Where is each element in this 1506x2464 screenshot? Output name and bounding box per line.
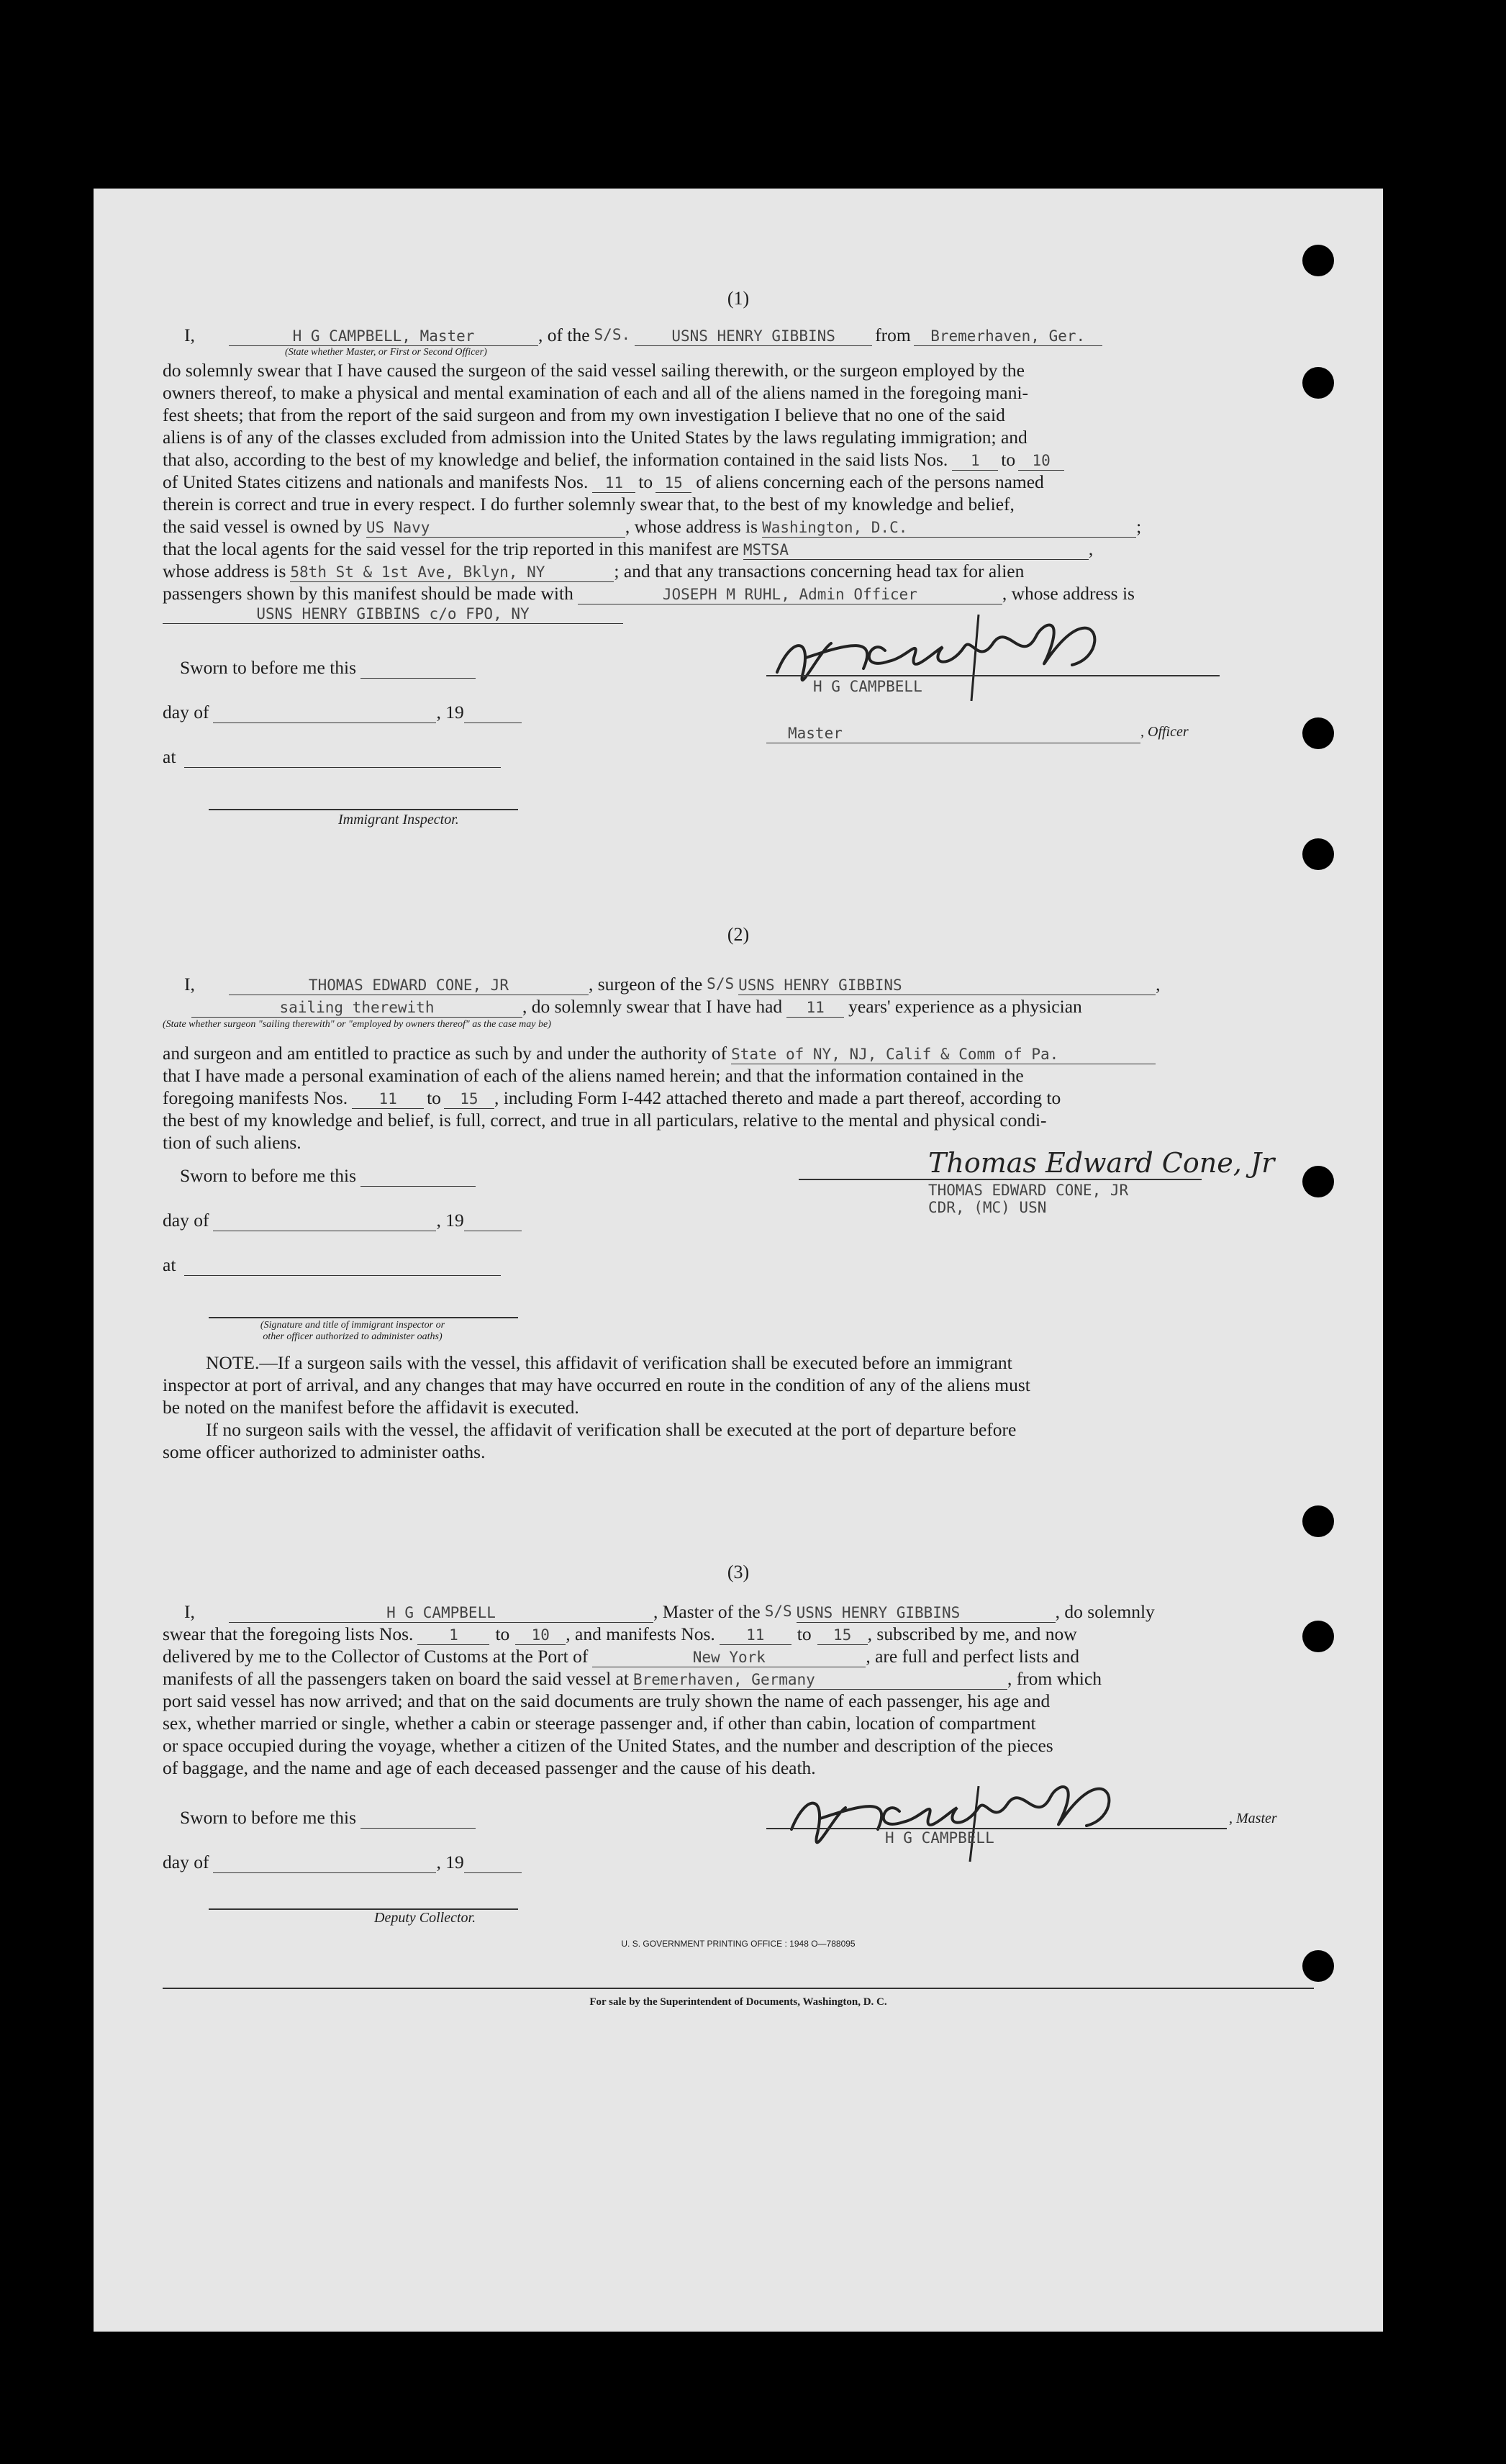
oath-line: that I have made a personal examination of each of the aliens named herein; and that the information contained in the [163, 1065, 1024, 1086]
day-blank [213, 1216, 436, 1231]
oath-line: or space occupied during the voyage, whether a citizen of the United States, and the number and description of the pieces [163, 1735, 1053, 1756]
print-office: U. S. GOVERNMENT PRINTING OFFICE : 1948 O—788095 [621, 1939, 856, 1949]
officer-line [766, 721, 1189, 743]
note-block [163, 1351, 1314, 1463]
section1-oath: I, H G CAMPBELL, Master , of the S/S. USNS HENRY GIBBINS from Bremerhaven, Ger. (State whether Master, or First or Second Officer) do solemnly swear that I have caused the surgeon of the said vessel sailing therewith, or the surgeon employed by the owners thereof, to make a physical and mental examination of each and all of the aliens named in the foregoing mani- fest sheets; that from the report of the said surgeon and from my own investigation I believe that no one of the said aliens is of any of the classes excluded from admission into the United States by the laws regulating immigration; and that also, according to the best of my knowledge and belief, the information contained in the said lists Nos. 1 to 10 of United States citizens and nationals and manifests Nos. 11 to 15 of aliens concerning each of the persons named therein is correct and true in every respect. I do further solemnly swear that, to the best of my knowledge and belief, the said vessel is owned by US Navy , whose address is Washington, D.C. ; that the local agents for the said vessel for the trip reported in this manifest are MSTSA , whose address is 58th St & 1st Ave, Bklyn, NY ; and that any transactions concerning head tax for alien passengers shown by this manifest should be made with JOSEPH M RUHL, Admin Officer , whose address is USNS HENRY GIBBINS c/o FPO, NY [163, 324, 1314, 624]
oath-line: of United States citizens and nationals and manifests Nos. [163, 471, 589, 492]
ship-name-field: USNS HENRY GIBBINS [738, 976, 1156, 995]
oath-line: swear that the foregoing lists Nos. [163, 1623, 414, 1644]
authority-field: State of NY, NJ, Calif & Comm of Pa. [731, 1045, 1156, 1064]
surgeon-signature: Thomas Edward Cone, Jr [928, 1147, 1275, 1179]
oath-line: manifests of all the passengers taken on board the said vessel at [163, 1668, 629, 1689]
signature-note-line: other officer authorized to administer oaths) [263, 1331, 443, 1342]
passengers-label: passengers shown by this manifest should be made with [163, 583, 573, 604]
ship-prefix: S/S [764, 1603, 792, 1620]
day-of-label: day of [163, 1210, 209, 1231]
from-port-field: Bremerhaven, Ger. [914, 327, 1102, 346]
section3-oath [163, 1600, 1314, 1779]
punch-hole [1302, 1950, 1334, 1982]
day-of-label: day of [163, 702, 209, 723]
experience-label: years' experience as a physician [848, 996, 1082, 1017]
i-label: I, [184, 1601, 195, 1622]
master-typed-name: H G CAMPBELL [813, 678, 922, 695]
oath-line: sex, whether married or single, whether a cabin or steerage passenger and, if other than cabin, location of compartment [163, 1713, 1036, 1734]
day-line [163, 1851, 522, 1873]
oath-line: of baggage, and the name and age of each deceased passenger and the cause of his death. [163, 1757, 816, 1778]
sworn-label: Sworn to before me this [180, 1807, 357, 1828]
manifests-to-field: 15 [817, 1626, 868, 1645]
master-signature-line [766, 1828, 1227, 1829]
ship-prefix: S/S. [594, 326, 631, 343]
sworn-line [180, 656, 476, 679]
inspector-signature-line [209, 809, 518, 810]
to-label: to [495, 1623, 510, 1644]
signature-note-line: (Signature and title of immigrant inspector or [260, 1320, 445, 1331]
oath-line: port said vessel has now arrived; and that on the said documents are truly shown the name of each passenger, his age and [163, 1690, 1051, 1711]
punch-hole [1302, 1505, 1334, 1537]
lists-to-field: 10 [515, 1626, 566, 1645]
year-blank [464, 708, 522, 723]
punch-hole [1302, 245, 1334, 276]
note-line: inspector at port of arrival, and any changes that may have occurred en route in the condition of any of the aliens must [163, 1374, 1030, 1395]
signature-note [223, 1320, 482, 1343]
section2-oath: I, THOMAS EDWARD CONE, JR , surgeon of the S/S USNS HENRY GIBBINS , sailing therewith , do solemnly swear that I have had 11 years' experience as a physician (State whether surgeon "sailing therewith" or "employed by owners thereof" as the case may be) and surgeon and am entitled to practice as such by and under the authority of State of NY, NJ, Calif & Comm of Pa. that I have made a personal examination of each of the aliens named herein; and that the information contained in the foregoing manifests Nos. 11 to 15 , including Form I-442 attached thereto and made a part thereof, according to the best of my knowledge and belief, is full, correct, and true in all particulars, relative to the mental and physical condi- tion of such aliens. [163, 973, 1314, 1154]
i-label: I, [184, 325, 195, 345]
sworn-label: Sworn to before me this [180, 1165, 357, 1186]
owned-by-label: the said vessel is owned by [163, 516, 362, 537]
contact-field: JOSEPH M RUHL, Admin Officer [578, 585, 1002, 604]
year-blank [464, 1858, 522, 1873]
officer-label: , Officer [1140, 724, 1189, 740]
section-number: (1) [727, 288, 750, 309]
sworn-blank [360, 1813, 476, 1829]
master-name-field: H G CAMPBELL [229, 1603, 653, 1623]
ship-name-field: USNS HENRY GIBBINS [797, 1603, 1056, 1623]
surgeon-name-field: THOMAS EDWARD CONE, JR [229, 976, 589, 995]
day-line [163, 701, 522, 723]
master-of-label: , Master of the [653, 1601, 761, 1622]
note-line: If no surgeon sails with the vessel, the affidavit of verification shall be executed at the port of departure before [206, 1419, 1017, 1440]
sworn-line [180, 1164, 476, 1187]
note-line: be noted on the manifest before the affidavit is executed. [163, 1397, 579, 1418]
oath-line: of aliens concerning each of the persons named [696, 471, 1044, 492]
sworn-blank [360, 1172, 476, 1187]
manifests-from-field: 11 [592, 474, 635, 493]
manifests-from-field: 11 [720, 1626, 791, 1645]
oath-line: , are full and perfect lists and [866, 1646, 1080, 1667]
master-signature [777, 1779, 1151, 1865]
ship-prefix: S/S [707, 975, 735, 992]
day-of-label: day of [163, 1852, 209, 1872]
surgeon-signature-line [799, 1179, 1202, 1180]
sworn-label: Sworn to before me this [180, 657, 357, 678]
to-label: to [427, 1087, 441, 1108]
whose-address-label: , whose address is [625, 516, 758, 537]
surgeon-note: (State whether surgeon "sailing therewith" or "employed by owners thereof" as the case may be) [163, 1019, 551, 1030]
boarded-at-field: Bremerhaven, Germany [633, 1670, 1007, 1690]
of-the-label: , of the [538, 325, 590, 345]
manifests-from-field: 11 [352, 1090, 424, 1109]
oath-line: that also, according to the best of my knowledge and belief, the information contained in the said lists Nos. [163, 449, 948, 470]
ship-name-field: USNS HENRY GIBBINS [635, 327, 872, 346]
oath-line: therein is correct and true in every respect. I do further solemnly swear that, to the best of my knowledge and belief, [163, 494, 1015, 515]
footer-rule [163, 1988, 1314, 1989]
manifests-to-field: 15 [444, 1090, 494, 1109]
surgeon-typed-name: THOMAS EDWARD CONE, JR [928, 1182, 1129, 1199]
punch-hole [1302, 838, 1334, 870]
to-label: to [1001, 449, 1016, 470]
officer-signature-line [209, 1317, 518, 1318]
swear-label: , do solemnly [1055, 1601, 1155, 1622]
sale-notice: For sale by the Superintendent of Documents, Washington, D. C. [589, 1996, 887, 2008]
at-label: at [163, 1254, 176, 1275]
contact-address-field: USNS HENRY GIBBINS c/o FPO, NY [163, 604, 623, 624]
section-number: (3) [727, 1562, 750, 1582]
oath-line: , and manifests Nos. [566, 1623, 715, 1644]
year-label: , 19 [436, 702, 464, 723]
sailing-field: sailing therewith [191, 998, 522, 1018]
agent-address-label: whose address is [163, 561, 286, 581]
agents-label: that the local agents for the said vessel for the trip reported in this manifest are [163, 538, 739, 559]
day-line [163, 1209, 522, 1231]
oath-line: fest sheets; that from the report of the said surgeon and from my own investigation I believe that no one of the said [163, 404, 1005, 425]
year-label: , 19 [436, 1210, 464, 1231]
note-line: some officer authorized to administer oaths. [163, 1441, 486, 1462]
port-field: New York [592, 1648, 866, 1667]
section-number: (2) [727, 924, 750, 945]
oath-line: , from which [1007, 1668, 1102, 1689]
at-blank [184, 1261, 501, 1276]
to-label: to [638, 471, 653, 492]
to-label: to [797, 1623, 812, 1644]
at-blank [184, 753, 501, 768]
oath-line: and surgeon and am entitled to practice as such by and under the authority of [163, 1043, 727, 1064]
state-note: (State whether Master, or First or Second Officer) [285, 347, 487, 358]
day-blank [213, 1858, 436, 1873]
oath-line: foregoing manifests Nos. [163, 1087, 348, 1108]
swear-label: , do solemnly swear that I have had [522, 996, 783, 1017]
manifest-page [94, 189, 1383, 2332]
oath-line: aliens is of any of the classes excluded from admission into the United States by the laws regulating immigration; and [163, 427, 1028, 448]
master-signature-line [766, 675, 1220, 676]
note-label: NOTE. [206, 1352, 260, 1373]
inspector-label: Immigrant Inspector. [338, 812, 459, 828]
at-label: at [163, 746, 176, 767]
sworn-blank [360, 663, 476, 679]
oath-line: , including Form I-442 attached thereto and made a part thereof, according to [494, 1087, 1061, 1108]
oath-line: do solemnly swear that I have caused the surgeon of the said vessel sailing therewith, or the surgeon employed by the [163, 360, 1025, 381]
at-line [163, 1254, 501, 1276]
surgeon-rank: CDR, (MC) USN [928, 1199, 1047, 1216]
oath-line: the best of my knowledge and belief, is full, correct, and true in all particulars, relative to the mental and physical condi- [163, 1110, 1047, 1131]
note-line: —If a surgeon sails with the vessel, this affidavit of verification shall be executed before an immigrant [259, 1352, 1012, 1373]
year-blank [464, 1216, 522, 1231]
punch-hole [1302, 1166, 1334, 1197]
years-field: 11 [786, 998, 844, 1018]
oath-line: , subscribed by me, and now [867, 1623, 1077, 1644]
master-name-field: H G CAMPBELL, Master [229, 327, 538, 346]
lists-from-field: 1 [952, 451, 998, 471]
head-tax-label: ; and that any transactions concerning head tax for alien [614, 561, 1025, 581]
officer-title-field: Master [766, 724, 1140, 743]
at-line [163, 746, 501, 768]
contact-address-label: , whose address is [1002, 583, 1135, 604]
i-label: I, [184, 974, 195, 995]
manifests-to-field: 15 [656, 474, 691, 493]
master-label: , Master [1229, 1811, 1277, 1826]
agents-field: MSTSA [743, 540, 1089, 560]
oath-line: owners thereof, to make a physical and mental examination of each and all of the aliens named in the foregoing mani- [163, 382, 1029, 403]
sworn-line [180, 1806, 476, 1829]
master-typed-name: H G CAMPBELL [885, 1829, 994, 1847]
punch-hole [1302, 717, 1334, 749]
lists-to-field: 10 [1018, 451, 1064, 471]
surgeon-of-label: , surgeon of the [589, 974, 703, 995]
lists-from-field: 1 [417, 1626, 489, 1645]
oath-line: delivered by me to the Collector of Customs at the Port of [163, 1646, 589, 1667]
oath-line: tion of such aliens. [163, 1132, 301, 1153]
year-label: , 19 [436, 1852, 464, 1872]
agent-address-field: 58th St & 1st Ave, Bklyn, NY [290, 563, 614, 582]
from-label: from [875, 325, 911, 345]
collector-label: Deputy Collector. [374, 1910, 476, 1926]
owner-address-field: Washington, D.C. [762, 518, 1136, 538]
day-blank [213, 708, 436, 723]
owner-field: US Navy [366, 518, 625, 538]
